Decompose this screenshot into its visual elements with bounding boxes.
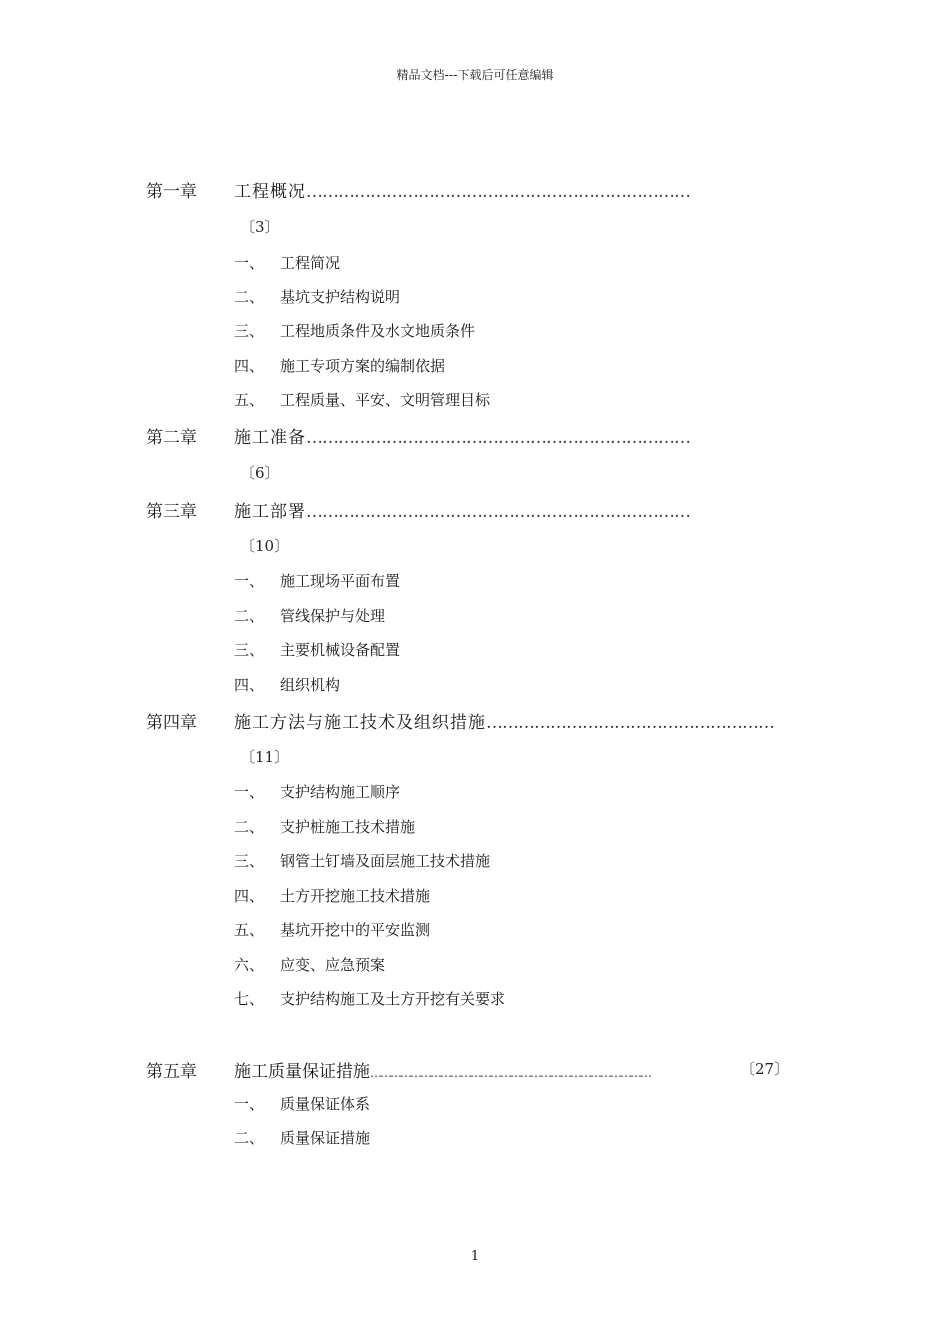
chapter-page-number: 〔10〕 [240,537,290,555]
section-number: 五、 [234,391,265,409]
chapter-title[interactable] [234,708,806,733]
chapter-title-text: 施工方法与施工技术及组织措施 [234,713,486,733]
section-number: 一、 [234,783,265,801]
section-entry[interactable] [234,605,385,626]
section-entry[interactable] [234,320,475,341]
chapter-title-text: 工程概况 [234,182,306,202]
section-title: 工程地质条件及水文地质条件 [280,322,476,340]
section-title: 工程简况 [280,254,341,272]
section-title: 质量保证体系 [280,1095,371,1113]
section-title: 应变、应急预案 [280,956,386,974]
leader-dots: ……………………………………………… [486,713,774,733]
section-number: 四、 [234,676,265,694]
section-entry[interactable] [234,389,490,410]
chapter-title[interactable] [234,177,806,202]
section-entry[interactable] [234,570,400,591]
chapter-title[interactable] [234,423,806,448]
leader-dots: ………………………………………………………………………… [370,1066,650,1080]
section-number: 二、 [234,607,265,625]
section-entry[interactable] [234,850,490,871]
section-title: 基坑开挖中的平安监测 [280,921,431,939]
section-title: 施工现场平面布置 [280,572,401,590]
section-title: 支护结构施工及土方开挖有关要求 [280,990,506,1008]
section-entry[interactable] [234,885,430,906]
section-entry[interactable] [234,252,340,273]
section-entry[interactable] [234,816,415,837]
section-title: 质量保证措施 [280,1129,371,1147]
section-number: 一、 [234,572,265,590]
section-title: 主要机械设备配置 [280,641,401,659]
section-entry[interactable] [234,954,385,975]
section-title: 钢管土钉墙及面层施工技术措施 [280,852,491,870]
section-entry[interactable] [234,919,430,940]
section-title: 施工专项方案的编制依据 [280,357,446,375]
section-entry[interactable] [234,988,505,1009]
chapter-page-number: 〔27〕 [740,1060,790,1078]
leader-dots: ……………………………………………………………… [306,182,690,202]
section-title: 管线保护与处理 [280,607,386,625]
chapter-title-text: 施工准备 [234,428,306,448]
chapter-number: 第四章 [146,713,197,733]
section-number: 四、 [234,357,265,375]
chapter-number: 第三章 [146,502,197,522]
section-number: 三、 [234,641,265,659]
section-title: 支护结构施工顺序 [280,783,401,801]
chapter-title-text: 施工部署 [234,502,306,522]
chapter-page-number: 〔11〕 [240,748,290,766]
chapter-number: 第一章 [146,182,197,202]
page-header: 精品文档---下载后可任意编辑 [396,68,554,82]
section-entry[interactable] [234,1093,370,1114]
chapter-title-text: 施工质量保证措施 [234,1062,370,1082]
chapter-page-number: 〔6〕 [240,464,280,482]
chapter-title[interactable] [234,1057,739,1082]
section-title: 支护桩施工技术措施 [280,818,416,836]
section-number: 五、 [234,921,265,939]
chapter-page-number: 〔3〕 [240,218,280,236]
section-title: 土方开挖施工技术措施 [280,887,431,905]
section-number: 四、 [234,887,265,905]
section-entry[interactable] [234,1127,370,1148]
section-number: 一、 [234,254,265,272]
section-number: 二、 [234,1129,265,1147]
section-title: 组织机构 [280,676,341,694]
chapter-number: 第二章 [146,428,197,448]
section-number: 三、 [234,322,265,340]
section-number: 三、 [234,852,265,870]
section-entry[interactable] [234,355,445,376]
page-number: 1 [470,1249,480,1264]
section-title: 基坑支护结构说明 [280,288,401,306]
section-entry[interactable] [234,639,400,660]
section-number: 六、 [234,956,265,974]
section-title: 工程质量、平安、文明管理目标 [280,391,491,409]
section-number: 七、 [234,990,265,1008]
section-entry[interactable] [234,286,400,307]
chapter-number: 第五章 [146,1062,197,1082]
section-number: 二、 [234,288,265,306]
section-number: 一、 [234,1095,265,1113]
chapter-title[interactable] [234,497,806,522]
section-entry[interactable] [234,674,340,695]
leader-dots: ……………………………………………………………… [306,502,690,522]
section-entry[interactable] [234,781,400,802]
section-number: 二、 [234,818,265,836]
leader-dots: ……………………………………………………………… [306,428,690,448]
